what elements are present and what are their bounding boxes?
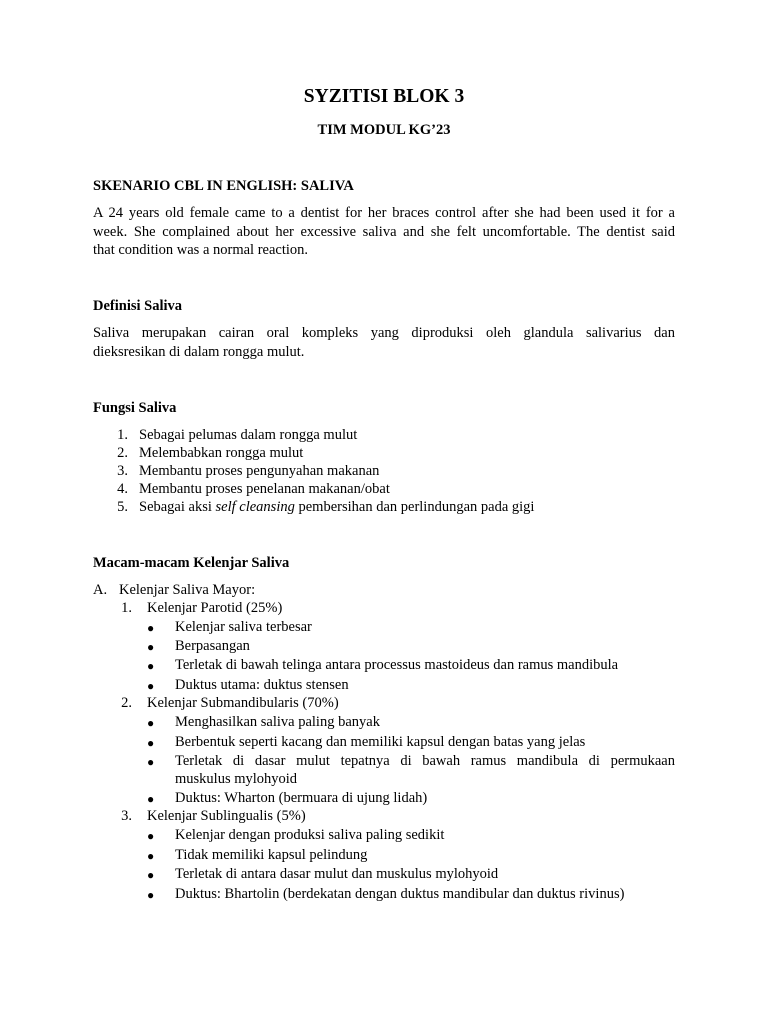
- fungsi-item-emphasis: self cleansing: [215, 499, 295, 515]
- bullet-icon: ●: [147, 679, 155, 693]
- document-subtitle: TIM MODUL KG’23: [317, 122, 451, 138]
- gland-name: Kelenjar Sublingualis (5%): [147, 808, 306, 824]
- fungsi-number: 5.: [117, 499, 128, 515]
- bullet-icon: ●: [147, 829, 155, 843]
- gland-point: Kelenjar dengan produksi saliva paling sedikit: [175, 827, 445, 843]
- fungsi-heading: Fungsi Saliva: [93, 400, 177, 416]
- gland-number: 1.: [121, 600, 132, 616]
- bullet-icon: ●: [147, 849, 155, 863]
- gland-point: Duktus: Wharton (bermuara di ujung lidah): [175, 790, 428, 806]
- gland-point: Kelenjar saliva terbesar: [175, 619, 312, 635]
- bullet-icon: ●: [147, 716, 155, 730]
- fungsi-number: 3.: [117, 463, 128, 479]
- group-label: A.: [93, 582, 108, 598]
- gland-point: Berpasangan: [175, 638, 250, 654]
- fungsi-number: 1.: [117, 427, 128, 443]
- fungsi-item: Melembabkan rongga mulut: [139, 445, 304, 461]
- bullet-icon: ●: [147, 640, 155, 654]
- gland-name: Kelenjar Submandibularis (70%): [147, 695, 339, 711]
- scenario-heading: SKENARIO CBL IN ENGLISH: SALIVA: [93, 178, 354, 194]
- gland-name: Kelenjar Parotid (25%): [147, 600, 283, 616]
- definisi-line-2: dieksresikan di dalam rongga mulut.: [93, 344, 305, 360]
- scenario-line-2: week. She complained about her excessive saliva and she felt uncomfortable. The dentist said: [93, 224, 675, 240]
- fungsi-item: Membantu proses penelanan makanan/obat: [139, 481, 390, 497]
- document-title: SYZITISI BLOK 3: [303, 86, 465, 107]
- gland-point: Tidak memiliki kapsul pelindung: [175, 847, 368, 863]
- gland-point: Duktus: Bhartolin (berdekatan dengan duktus mandibular dan duktus rivinus): [175, 886, 625, 902]
- fungsi-item: Sebagai pelumas dalam rongga mulut: [139, 427, 358, 443]
- bullet-icon: ●: [147, 659, 155, 673]
- gland-number: 3.: [121, 808, 132, 824]
- gland-point: Terletak di antara dasar mulut dan muskulus mylohyoid: [175, 866, 499, 882]
- fungsi-item-text: pembersihan dan perlindungan pada gigi: [294, 499, 535, 515]
- definisi-line-1: Saliva merupakan cairan oral kompleks yang diproduksi oleh glandula salivarius dan: [93, 325, 675, 341]
- fungsi-item: Membantu proses pengunyahan makanan: [139, 463, 380, 479]
- bullet-icon: ●: [147, 888, 155, 902]
- fungsi-item: [139, 498, 534, 516]
- definisi-heading: Definisi Saliva: [93, 298, 183, 314]
- bullet-icon: ●: [147, 736, 155, 750]
- gland-point: Duktus utama: duktus stensen: [175, 677, 349, 693]
- macam-heading: Macam-macam Kelenjar Saliva: [93, 555, 290, 571]
- scenario-line-1: A 24 years old female came to a dentist for her braces control after she had been used it for a: [93, 205, 675, 221]
- scenario-line-3: that condition was a normal reaction.: [93, 242, 309, 258]
- gland-point-continued: muskulus mylohyoid: [175, 771, 298, 787]
- fungsi-number: 2.: [117, 445, 128, 461]
- bullet-icon: ●: [147, 792, 155, 806]
- bullet-icon: ●: [147, 621, 155, 635]
- gland-point: Berbentuk seperti kacang dan memiliki kapsul dengan batas yang jelas: [175, 734, 586, 750]
- gland-point: Terletak di dasar mulut tepatnya di bawah ramus mandibula di permukaan: [175, 753, 675, 769]
- bullet-icon: ●: [147, 755, 155, 769]
- gland-point: Terletak di bawah telinga antara processus mastoideus dan ramus mandibula: [175, 657, 619, 673]
- fungsi-number: 4.: [117, 481, 128, 497]
- group-title: Kelenjar Saliva Mayor:: [119, 582, 256, 598]
- gland-number: 2.: [121, 695, 132, 711]
- fungsi-item-text: Sebagai aksi: [139, 499, 216, 515]
- gland-point: Menghasilkan saliva paling banyak: [175, 714, 380, 730]
- bullet-icon: ●: [147, 868, 155, 882]
